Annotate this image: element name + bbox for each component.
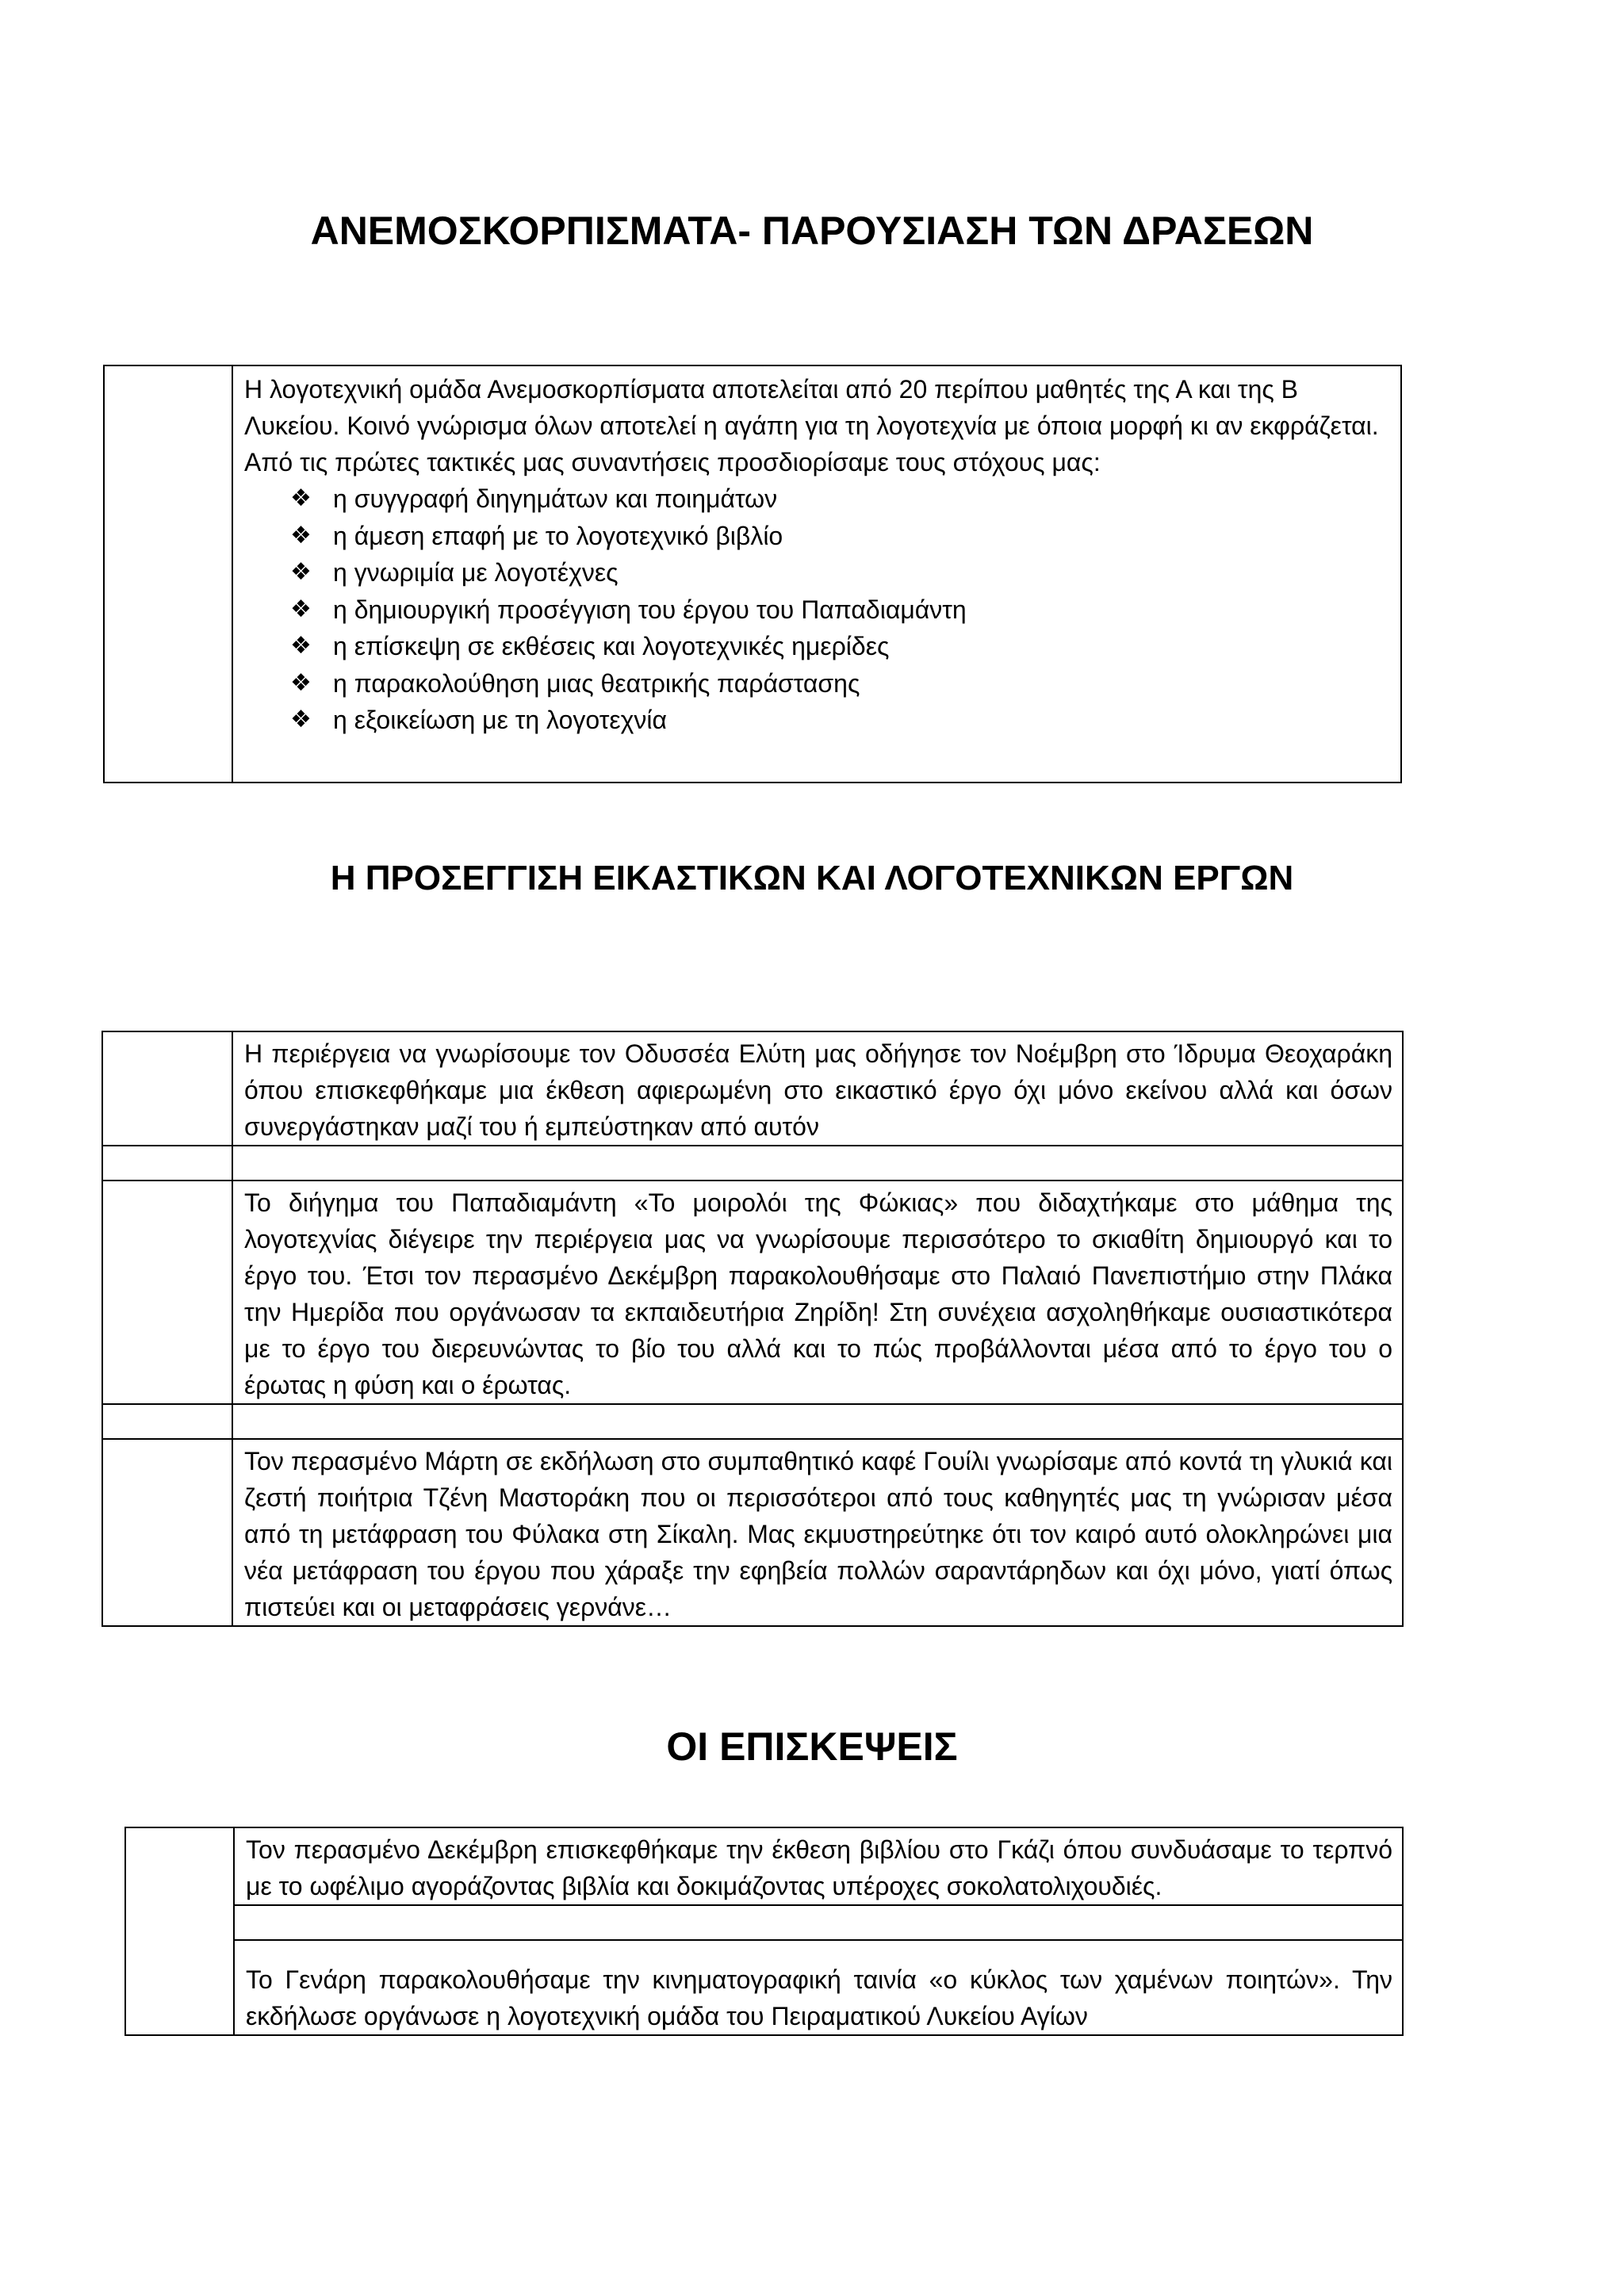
goal-item bbox=[290, 702, 1391, 739]
table-spacer-cell bbox=[232, 1404, 1403, 1439]
table-side-cell bbox=[102, 1146, 232, 1181]
visits-table bbox=[124, 1827, 1404, 2036]
section-title-presentation: ΑΝΕΜΟΣΚΟΡΠΙΣΜΑΤΑ- ΠΑΡΟΥΣΙΑΣΗ ΤΩΝ ΔΡΑΣΕΩΝ bbox=[310, 209, 1314, 253]
diamond-bullet-icon: ❖ bbox=[290, 485, 312, 511]
goal-text: η επίσκεψη σε εκθέσεις και λογοτεχνικές ημερίδες bbox=[333, 632, 890, 660]
table-side-cell bbox=[102, 1031, 232, 1146]
goal-item bbox=[290, 628, 1391, 665]
intro-table bbox=[103, 365, 1402, 783]
table-side-cell bbox=[102, 1439, 232, 1626]
diamond-bullet-icon: ❖ bbox=[290, 522, 312, 549]
intro-text: Η λογοτεχνική ομάδα Ανεμοσκορπίσματα αποτελείται από 20 περίπου μαθητές της Α και της Β Λυκείου. Κοινό γνώρισμα όλων αποτελεί η αγάπη για τη λογοτεχνία με όποια μορφή κι αν εκφράζεται. Από τις πρώτες τακτικές μας συναντήσεις προσδιορίσαμε τους στόχους μας: bbox=[244, 375, 1379, 476]
visits-paragraph-film: Το Γενάρη παρακολουθήσαμε την κινηματογραφική ταινία «ο κύκλος των χαμένων ποιητών». Την εκδήλωσε οργάνωσε η λογοτεχνική ομάδα του Πειραματικού Λυκείου Αγίων bbox=[234, 1940, 1403, 2035]
table-side-cell bbox=[125, 1827, 234, 2035]
goals-list bbox=[244, 480, 1391, 739]
table-side-cell bbox=[104, 365, 232, 783]
diamond-bullet-icon: ❖ bbox=[290, 669, 312, 696]
table-side-cell bbox=[102, 1404, 232, 1439]
section-title-visits: ΟΙ ΕΠΙΣΚΕΨΕΙΣ bbox=[666, 1724, 958, 1769]
goal-text: η εξοικείωση με τη λογοτεχνία bbox=[333, 706, 668, 734]
goal-text: η δημιουργική προσέγγιση του έργου του Παπαδιαμάντη bbox=[333, 595, 967, 624]
diamond-bullet-icon: ❖ bbox=[290, 559, 312, 585]
diamond-bullet-icon: ❖ bbox=[290, 595, 312, 622]
goal-item bbox=[290, 591, 1391, 629]
approach-paragraph-elytis: Η περιέργεια να γνωρίσουμε τον Οδυσσέα Ελύτη μας οδήγησε τον Νοέμβρη στο Ίδρυμα Θεοχαράκη όπου επισκεφθήκαμε μια έκθεση αφιερωμένη στο εικαστικό έργο όχι μόνο εκείνου αλλά και όσων συνεργάστηκαν μαζί του ή εμπεύστηκαν από αυτόν bbox=[232, 1031, 1403, 1146]
goal-text: η συγγραφή διηγημάτων και ποιημάτων bbox=[333, 484, 778, 513]
table-spacer-cell bbox=[232, 1146, 1403, 1181]
goal-item bbox=[290, 665, 1391, 702]
goal-item bbox=[290, 554, 1391, 591]
goal-item bbox=[290, 518, 1391, 555]
approach-paragraph-mastoraki: Τον περασμένο Μάρτη σε εκδήλωση στο συμπαθητικό καφέ Γουίλι γνωρίσαμε από κοντά τη γλυκιά και ζεστή ποιήτρια Τζένη Μαστοράκη που οι περισσότεροι από τους καθηγητές μας τη γνώρισαν μέσα από τη μετάφραση του Φύλακα στη Σίκαλη. Μας εκμυστηρεύτηκε ότι τον καιρό αυτό ολοκληρώνει μια νέα μετάφραση του έργου που χάραξε την εφηβεία πολλών σαραντάρηδων και όχι μόνο, γιατί όπως πιστεύει και οι μεταφράσεις γερνάνε… bbox=[232, 1439, 1403, 1626]
approach-table bbox=[102, 1031, 1404, 1627]
intro-cell bbox=[232, 365, 1401, 783]
goal-item bbox=[290, 480, 1391, 518]
visits-paragraph-book-fair: Τον περασμένο Δεκέμβρη επισκεφθήκαμε την έκθεση βιβλίου στο Γκάζι όπου συνδυάσαμε το τερπνό με το ωφέλιμο αγοράζοντας βιβλία και δοκιμάζοντας υπέροχες σοκολατολιχουδιές. bbox=[234, 1827, 1403, 1905]
goal-text: η παρακολούθηση μιας θεατρικής παράστασης bbox=[333, 668, 860, 698]
table-side-cell bbox=[102, 1181, 232, 1404]
goal-text: η άμεση επαφή με το λογοτεχνικό βιβλίο bbox=[333, 521, 783, 550]
table-spacer-cell bbox=[234, 1905, 1403, 1940]
approach-paragraph-papadiamantis: Το διήγημα του Παπαδιαμάντη «Το μοιρολόι της Φώκιας» που διδαχτήκαμε στο μάθημα της λογοτεχνίας διέγειρε την περιέργεια μας να γνωρίσουμε περισσότερο το σκιαθίτη δημιουργό και το έργο του. Έτσι τον περασμένο Δεκέμβρη παρακολουθήσαμε στο Παλαιό Πανεπιστήμιο στην Πλάκα την Ημερίδα που οργάνωσαν τα εκπαιδευτήρια Ζηρίδη! Στη συνέχεια ασχοληθήκαμε ουσιαστικότερα με το έργο του διερευνώντας το βίο του αλλά και το πώς προβάλλονται μέσα από το έργο του ο έρωτας η φύση και ο έρωτας. bbox=[232, 1181, 1403, 1404]
section-title-approach: Η ΠΡΟΣΕΓΓΙΣΗ ΕΙΚΑΣΤΙΚΩΝ ΚΑΙ ΛΟΓΟΤΕΧΝΙΚΩΝ ΕΡΓΩΝ bbox=[330, 859, 1294, 897]
goal-text: η γνωριμία με λογοτέχνες bbox=[333, 558, 619, 587]
diamond-bullet-icon: ❖ bbox=[290, 633, 312, 659]
diamond-bullet-icon: ❖ bbox=[290, 706, 312, 733]
